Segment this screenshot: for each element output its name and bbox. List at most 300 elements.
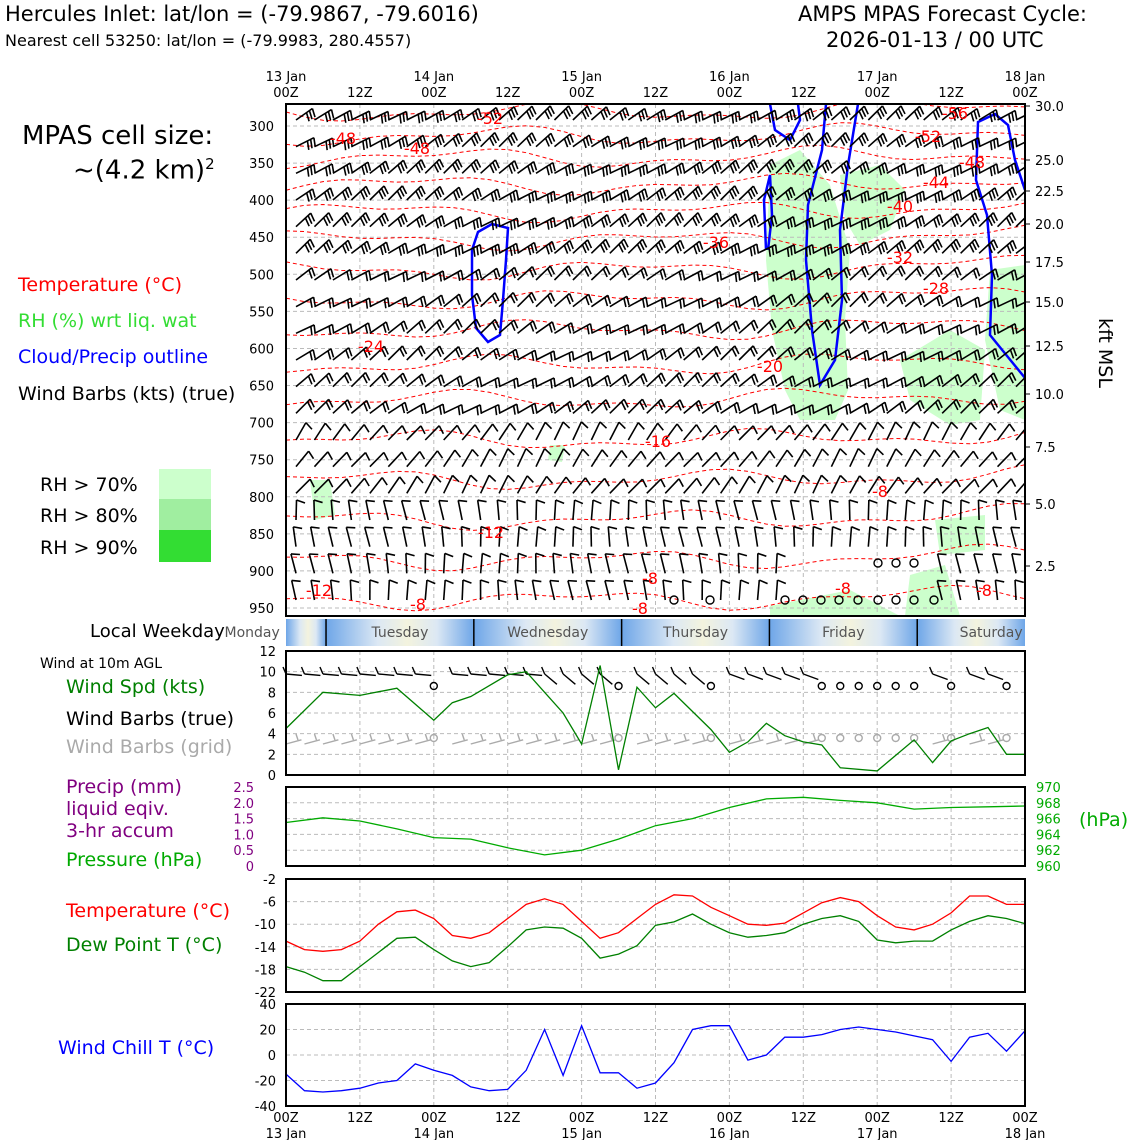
wind-barb [347, 554, 351, 574]
wind-barb-feather [608, 527, 617, 529]
wind-barb-feather [748, 191, 752, 199]
wind-barb-feather [842, 423, 848, 430]
wind-barb-feather [906, 527, 914, 530]
wind-barb-feather [621, 242, 625, 250]
wind-barb-feather [406, 243, 408, 252]
wind-barb-feather [495, 379, 496, 388]
wind-barb [794, 425, 807, 440]
wind-barb-feather [605, 554, 614, 555]
wind-barb-feather [534, 243, 536, 252]
wind-barb-feather [714, 216, 718, 224]
wind-barb-feather [625, 166, 626, 175]
wind-barb-feather [877, 449, 884, 455]
wind-barb [998, 479, 1012, 494]
wind-barb-feather [349, 348, 352, 356]
wind-barb-feather [326, 141, 327, 150]
wind-barb-feather [549, 324, 552, 333]
wind-barb [850, 423, 860, 440]
wind-barb-feather [458, 406, 459, 415]
wind-barb-feather [566, 268, 570, 276]
wind-barb-feather [696, 403, 699, 411]
wind-barb-feather [366, 213, 370, 221]
wind-barb-feather [481, 580, 490, 583]
grid-wind-barb-feather [314, 734, 316, 740]
wind-barb [924, 450, 935, 467]
wind-barb-feather [751, 189, 755, 197]
wind-barb [758, 451, 770, 467]
wind-barb-feather [1007, 192, 1010, 200]
wind-barb-feather [404, 214, 407, 222]
wind-barb-feather [328, 351, 331, 360]
calm-wind-circle [874, 559, 882, 567]
precip-tick-label: 1.5 [233, 812, 254, 828]
wind-barb-feather [738, 297, 740, 306]
wind-barb-feather [609, 324, 610, 333]
wind-barb-feather [477, 293, 481, 301]
wind-barb-feather [529, 295, 533, 303]
wind-barb-feather [511, 322, 515, 330]
wind-barb-feather [366, 272, 368, 281]
wind-barb-feather [680, 140, 681, 149]
wind-barb [439, 501, 444, 520]
wind-barb [1015, 580, 1016, 600]
wind-barb-feather [917, 242, 921, 250]
label-pressure: Pressure (hPa) [66, 849, 203, 871]
wind-barb-feather [642, 352, 644, 361]
wind-barb [905, 266, 919, 280]
wind-barb-feather [345, 402, 349, 410]
wind-barb [610, 375, 626, 387]
surface-wind-barb-feather [671, 667, 674, 674]
wind-barb [407, 426, 421, 440]
wind-barb-feather [1028, 375, 1032, 383]
y-tick-label: 0 [267, 769, 276, 784]
grid-wind-barb-feather [592, 734, 594, 740]
grid-wind-barb [341, 740, 356, 744]
wind-barb-feather [607, 215, 610, 224]
y-tick-label: 4 [267, 727, 276, 743]
wind-barb-feather [979, 138, 980, 147]
wind-barb-feather [777, 553, 785, 556]
wind-barb-feather [454, 192, 457, 200]
wind-barb-feather [329, 326, 330, 335]
wind-barb-feather [730, 218, 733, 226]
wind-barb-feather [308, 242, 312, 250]
wind-barb-feather [326, 167, 328, 176]
bottom-hour-label: 12Z [347, 1111, 373, 1126]
wind-barb-feather [564, 139, 567, 147]
wind-barb-feather [422, 374, 425, 382]
grid-wind-barb-feather [518, 734, 520, 740]
grid-wind-barb-feather [333, 734, 335, 740]
wind-barb [887, 266, 901, 280]
wind-barb-feather [902, 294, 906, 302]
surface-wind-barb-feather [412, 667, 415, 674]
wind-barb-feather [793, 109, 795, 118]
weekday-name: Tuesday [371, 625, 429, 641]
wind-barb-feather [644, 268, 647, 276]
wind-barb-feather [519, 527, 527, 530]
wind-barb-feather [510, 247, 512, 256]
wind-barb-feather [627, 351, 629, 360]
wind-barb-feather [588, 353, 589, 362]
legend-rh70: RH > 70% [40, 474, 138, 496]
temperature-label: -28 [922, 279, 950, 298]
wind-barb-feather [1030, 453, 1034, 461]
wind-barb-feather [603, 242, 607, 250]
weekday-name: Monday [224, 625, 280, 641]
wind-barb-feather [518, 553, 526, 556]
wind-barb-feather [716, 186, 720, 194]
wind-barb-feather [461, 110, 463, 119]
wind-barb [554, 266, 568, 280]
wind-barb-feather [642, 479, 646, 487]
wind-barb-feather [661, 240, 665, 248]
wind-barb-feather [643, 299, 645, 308]
wind-barb-feather [679, 527, 688, 528]
wind-barb-feather [695, 114, 696, 123]
wind-barb-feather [310, 352, 312, 361]
calm-wind-circle [874, 596, 882, 604]
wind-barb-feather [436, 114, 438, 123]
wind-barb-feather [989, 192, 992, 200]
top-date-label: 18 Jan [1004, 70, 1046, 85]
wind-barb [610, 108, 626, 120]
wind-barb-feather [508, 449, 514, 455]
wind-barb-feather [347, 272, 349, 281]
wind-barb-feather [663, 188, 666, 196]
wind-barb-feather [696, 189, 700, 197]
wind-barb-feather [661, 373, 665, 381]
wind-barb [518, 423, 528, 440]
grid-wind-barb-feather [425, 734, 427, 740]
wind-barb-feather [787, 450, 793, 457]
wind-barb [665, 479, 679, 494]
wind-barb-feather [722, 580, 730, 583]
wind-barb [628, 399, 642, 413]
wind-barb-feather [513, 293, 517, 301]
wind-barb-feather [456, 296, 459, 304]
wind-barb-feather [498, 580, 507, 582]
surface-wind-barb [692, 674, 704, 684]
wind-barb-feather [738, 553, 747, 555]
wind-barb-feather [584, 220, 586, 229]
wind-barb-feather [475, 425, 480, 433]
wind-barb-feather [1009, 215, 1013, 223]
wind-barb-feather [936, 109, 940, 117]
wind-barb [591, 478, 604, 493]
top-date-label: 17 Jan [856, 70, 898, 85]
wind-barb-feather [717, 273, 718, 282]
surface-wind-barb-feather [689, 667, 692, 674]
wind-barb-feather [593, 500, 601, 503]
wind-barb-feather [601, 244, 605, 252]
wind-barb-feather [975, 239, 979, 247]
surface-wind-barb-feather [301, 667, 304, 674]
pressure-tick-label: 400 [249, 194, 274, 210]
wind-barb [905, 500, 907, 520]
grid-wind-barb [933, 740, 948, 744]
wind-barb-feather [640, 402, 644, 410]
wind-barb-feather [694, 166, 697, 175]
calm-wind-circle [837, 683, 844, 690]
wind-barb-feather [445, 580, 453, 583]
wind-barb-feather [660, 271, 663, 280]
surface-wind-barb-feather [375, 667, 378, 674]
wind-barb [550, 581, 554, 600]
wind-barb-feather [664, 110, 666, 119]
wind-barb-feather [888, 527, 896, 530]
wind-barb-feather [420, 452, 425, 460]
wind-barb-feather [441, 375, 444, 384]
wind-barb-feather [551, 133, 555, 141]
wind-barb-feather [859, 111, 863, 119]
wind-barb-feather [791, 500, 800, 501]
wind-barb-feather [971, 113, 974, 122]
wind-barb-feather [699, 554, 708, 555]
wind-barb-feather [534, 162, 537, 171]
wind-barb-feather [862, 135, 866, 143]
bottom-date-label: 16 Jan [709, 1127, 750, 1140]
wind-barb [517, 500, 518, 520]
wind-barb-feather [1028, 189, 1032, 197]
wind-barb [995, 580, 997, 600]
wind-barb-feather [399, 140, 401, 149]
wind-barb-feather [663, 500, 672, 502]
calm-wind-circle-grid [1003, 735, 1010, 742]
grid-wind-barb [563, 740, 578, 744]
grid-wind-barb-feather [555, 734, 557, 740]
wind-barb [388, 373, 403, 386]
wind-barb-feather [567, 243, 570, 251]
temperature-label: -8 [835, 579, 851, 598]
wind-barb-feather [662, 140, 663, 149]
wind-barb [755, 527, 758, 547]
wind-barb-feather [564, 449, 570, 455]
wind-barb-feather [643, 139, 644, 148]
grid-wind-barb-feather [739, 734, 741, 740]
wind-barb-feather [551, 380, 552, 389]
wind-barb-feather [861, 246, 863, 255]
calm-wind-circle [1003, 683, 1010, 690]
wind-barb-feather [550, 106, 554, 114]
wind-barb [830, 500, 832, 520]
top-hour-label: 00Z [1012, 86, 1038, 101]
surface-wind-barb-feather [320, 667, 323, 674]
top-hour-label: 12Z [642, 86, 669, 101]
wind-barb-feather [421, 246, 423, 255]
wind-barb-feather [901, 325, 903, 334]
wind-barb-feather [606, 166, 607, 175]
wind-barb [721, 580, 722, 600]
wind-barb-feather [1011, 479, 1015, 487]
surface-wind-barb [304, 674, 320, 675]
wind-barb-feather [735, 273, 736, 282]
wind-barb-feather [363, 375, 367, 383]
wind-barb-feather [508, 475, 514, 481]
legend-wind-barbs: Wind Barbs (kts) (true) [18, 383, 236, 405]
wind-barb-feather [367, 241, 370, 249]
grid-wind-barb [304, 740, 319, 744]
wind-barb-feather [683, 110, 685, 119]
wind-barb-feather [625, 326, 626, 335]
wind-barb-feather [623, 554, 632, 555]
wind-barb-feather [641, 376, 644, 384]
wind-barb-feather [311, 139, 312, 148]
wind-barb-feather [402, 245, 404, 254]
wind-barb-feather [421, 346, 425, 354]
wind-barb-feather [420, 217, 423, 226]
wind-barb-feather [920, 193, 921, 202]
wind-barb-feather [656, 245, 660, 253]
wind-barb-feather [750, 139, 753, 148]
wind-barb-feather [974, 191, 976, 200]
wind-barb-feather [564, 245, 567, 253]
wind-barb [498, 580, 499, 600]
wind-barb-feather [920, 325, 922, 334]
wind-barb-feather [714, 375, 718, 383]
wind-barb-feather [938, 239, 942, 247]
wind-barb-feather [603, 194, 605, 203]
wind-barb-feather [886, 351, 887, 360]
surface-wind-barb [471, 674, 487, 675]
wind-barb-feather [970, 218, 974, 226]
wind-barb-feather [532, 267, 536, 275]
wind-barb [1016, 453, 1030, 467]
wind-barb-feather [401, 163, 404, 171]
wind-barb-feather [821, 475, 828, 481]
wind-barb-feather [421, 426, 425, 434]
wind-barb-feather [602, 450, 608, 457]
wind-barb-feather [863, 323, 866, 331]
wind-barb-feather [314, 297, 316, 306]
wind-barb-feather [310, 299, 312, 308]
wind-barb-feather [1009, 167, 1011, 176]
top-hour-label: 12Z [790, 86, 817, 101]
wind-barb-feather [679, 479, 683, 487]
wind-barb-feather [313, 189, 315, 198]
wind-barb-feather [1012, 165, 1014, 174]
wind-barb-feather [497, 348, 500, 357]
wind-barb-feather [663, 269, 666, 278]
wind-barb-feather [331, 269, 334, 278]
wind-barb-feather [1011, 452, 1015, 460]
wind-barb [481, 320, 495, 334]
wind-barb-feather [720, 298, 721, 307]
wind-barb-feather [920, 353, 921, 362]
wind-barb-feather [569, 165, 571, 174]
wind-barb-feather [527, 138, 531, 146]
wind-barb-feather [453, 164, 457, 172]
wind-barb [333, 348, 349, 360]
wind-barb-feather [527, 111, 531, 119]
wind-barb [384, 501, 389, 520]
wind-barb-feather [991, 242, 995, 250]
wind-barb-feather [590, 216, 592, 225]
grid-wind-barb [415, 740, 430, 744]
wind-barb-feather [435, 139, 438, 147]
wind-barb-feather [587, 325, 589, 334]
surface-wind-barb [323, 674, 339, 675]
wind-barb [628, 423, 638, 440]
temperature-panel [255, 873, 1025, 1001]
pressure-unit-label: (hPa) [1079, 809, 1129, 831]
wind-barb [1016, 478, 1029, 493]
wind-barb-feather [326, 215, 330, 223]
wind-barb-feather [535, 403, 537, 412]
wind-barb-feather [1009, 141, 1010, 150]
wind-barb [407, 374, 422, 387]
wind-barb-feather [1027, 141, 1028, 150]
wind-barb-feather [364, 243, 367, 251]
wind-barb-feather [440, 406, 441, 415]
surface-wind-barb [988, 674, 1003, 679]
wind-barb-feather [383, 404, 386, 413]
wind-barb-feather [611, 500, 619, 503]
calm-wind-circle-grid [892, 735, 899, 742]
wind-barb [311, 527, 315, 547]
wind-barb-feather [474, 135, 478, 143]
wind-barb [573, 527, 574, 547]
wind-barb-feather [293, 527, 302, 529]
wind-barb-feather [715, 163, 718, 171]
wind-barb-feather [899, 296, 903, 304]
wind-barb-feather [363, 141, 364, 150]
wind-barb-feather [738, 243, 740, 252]
wind-barb [813, 475, 822, 493]
wind-barb-feather [385, 113, 386, 122]
cell-size-label: MPAS cell size: [22, 121, 214, 151]
wind-barb-feather [456, 190, 459, 198]
wind-barb-feather [659, 375, 663, 383]
wind-barb-feather [311, 527, 320, 528]
wind-barb-feather [693, 218, 697, 226]
wind-barb-feather [822, 449, 828, 455]
wind-barb-feather [566, 167, 568, 176]
wind-barb-feather [733, 323, 736, 331]
wind-barb-feather [510, 194, 512, 203]
wind-barb [721, 477, 732, 493]
wind-panel [259, 645, 1025, 784]
wind-barb-feather [419, 189, 423, 197]
wind-barb-feather [606, 326, 607, 335]
wind-barb-feather [862, 109, 866, 117]
wind-barb [684, 401, 699, 414]
wind-barb-feather [974, 111, 977, 120]
surface-wind-barb [656, 674, 668, 684]
temperature-label: -8 [872, 482, 888, 501]
grid-wind-barb [452, 740, 467, 744]
wind-barb-feather [575, 500, 583, 503]
wind-barb-feather [825, 135, 829, 143]
pressure-tick-label: 450 [249, 231, 274, 247]
surface-wind-barb [933, 674, 948, 679]
wind-barb-feather [680, 112, 682, 121]
wind-barb-feather [956, 580, 965, 581]
wind-barb-feather [401, 216, 404, 224]
wind-barb-feather [808, 111, 811, 120]
wind-barb-feather [440, 246, 441, 255]
wind-barb-feather [345, 243, 348, 251]
wind-barb-feather [511, 109, 515, 117]
wind-barb-feather [329, 399, 333, 407]
legend-rh90: RH > 90% [40, 537, 138, 559]
wind-barb [868, 266, 882, 280]
wind-barb-feather [387, 137, 389, 146]
wind-barb-feather [698, 373, 702, 381]
wind-barb [499, 293, 513, 307]
wind-barb-feather [480, 217, 481, 226]
